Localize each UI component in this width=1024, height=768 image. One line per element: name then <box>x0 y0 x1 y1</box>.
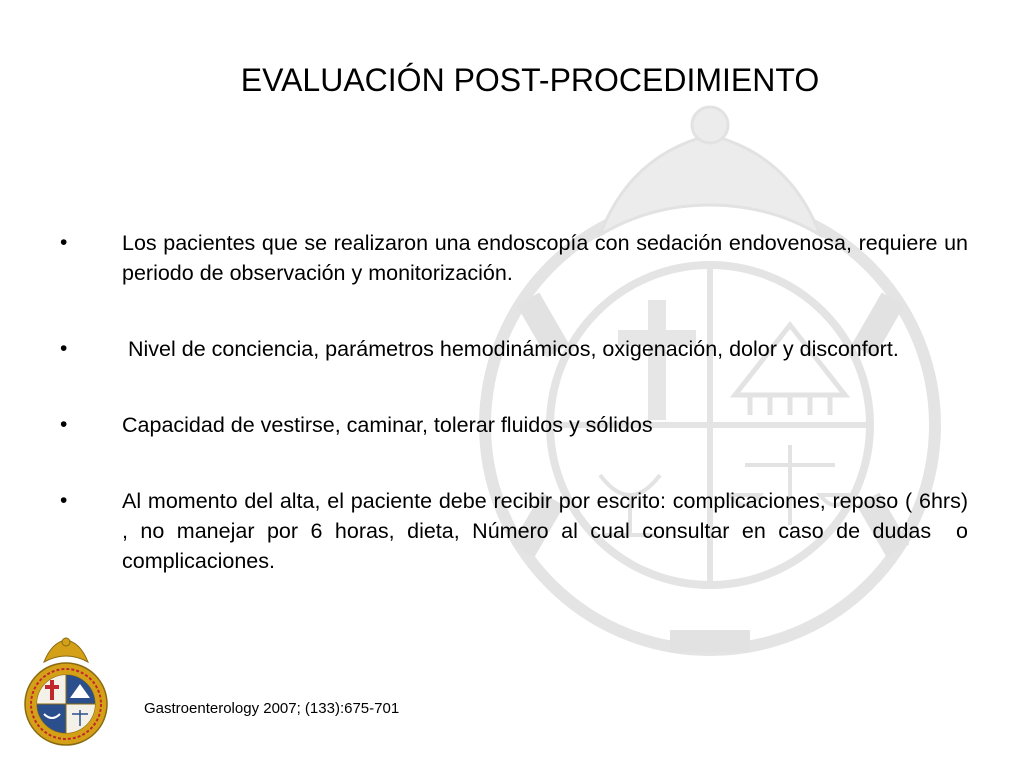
bullet-item <box>60 228 968 288</box>
bullet-symbol: • <box>60 489 68 512</box>
bullet-item <box>60 486 974 576</box>
bullet-text: Capacidad de vestirse, caminar, tolerar fluidos y sólidos <box>122 413 653 437</box>
slide-title: EVALUACIÓN POST-PROCEDIMIENTO <box>240 62 820 98</box>
bullet-item <box>60 410 968 440</box>
bullet-text: Nivel de conciencia, parámetros hemodinámicos, oxigenación, dolor y disconfort. <box>122 337 899 361</box>
bullet-text: Al momento del alta, el paciente debe recibir por escrito: complicaciones, reposo ( 6hrs) , no manejar por 6 horas, dieta, Número al cual consultar en caso de dudas o complicaciones. <box>122 489 974 573</box>
bullet-item <box>60 334 968 364</box>
bullet-symbol: • <box>60 231 68 254</box>
university-seal-logo-icon <box>22 636 110 748</box>
bullet-symbol: • <box>60 337 68 360</box>
reference-citation: Gastroenterology 2007; (133):675-701 <box>144 700 400 717</box>
bullet-list <box>60 228 974 622</box>
bullet-text: Los pacientes que se realizaron una endoscopía con sedación endovenosa, requiere un periodo de observación y monitorización. <box>122 231 968 285</box>
bullet-symbol: • <box>60 413 68 436</box>
